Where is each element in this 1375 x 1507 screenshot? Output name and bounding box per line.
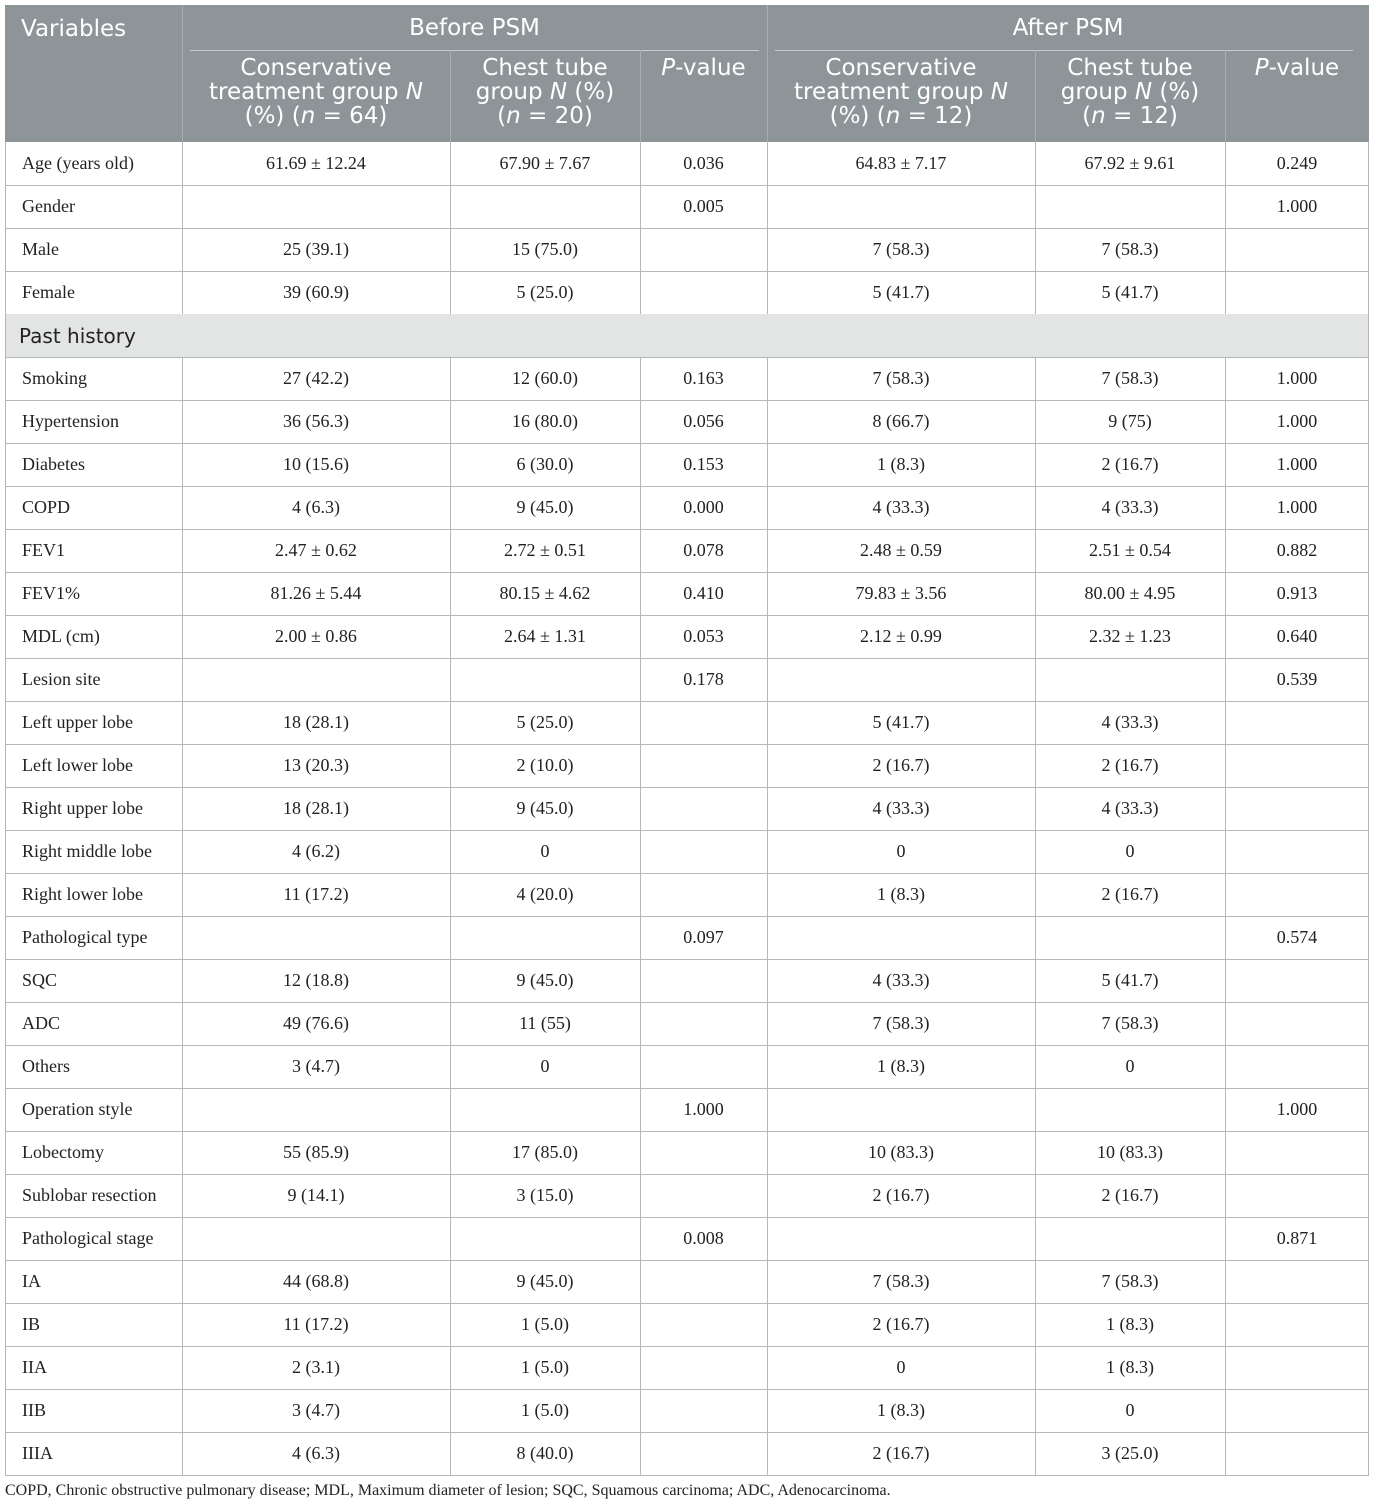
table-cell — [640, 701, 767, 744]
table-cell: 9 (45.0) — [516, 798, 574, 818]
table-cell — [450, 185, 640, 228]
table-cell: 9 (45.0) — [516, 497, 574, 517]
table-cell — [182, 916, 450, 959]
table-cell — [640, 1432, 767, 1475]
table-cell: 0 — [540, 841, 550, 861]
table-cell — [1225, 1389, 1369, 1432]
header-after-psm: After PSM — [767, 5, 1369, 50]
table-cell: 5 (41.7) — [872, 282, 930, 302]
table-cell: 10 (15.6) — [283, 454, 349, 474]
table-cell: 2 (10.0) — [516, 755, 574, 775]
table-cell: 2.64 ± 1.31 — [504, 626, 586, 646]
header-col-2 — [450, 50, 640, 142]
table-cell: 2.51 ± 0.54 — [1089, 540, 1171, 560]
table-cell: 4 (33.3) — [1101, 712, 1159, 732]
table-cell: 1 (8.3) — [1106, 1314, 1154, 1334]
table-cell — [640, 744, 767, 787]
table-cell: 7 (58.3) — [1101, 1271, 1159, 1291]
row-label: Male — [22, 239, 59, 259]
table-cell — [640, 787, 767, 830]
table-cell: 2 (16.7) — [872, 1443, 930, 1463]
table-cell: 0.640 — [1276, 626, 1318, 646]
table-cell: 18 (28.1) — [283, 712, 349, 732]
table-cell — [1225, 271, 1369, 314]
table-cell: 0 — [1125, 841, 1135, 861]
table-cell: 10 (83.3) — [1097, 1142, 1163, 1162]
header-col-1-mid: (%) ( — [244, 103, 301, 129]
table-cell: 2.47 ± 0.62 — [275, 540, 357, 560]
table-cell: 0.053 — [683, 626, 724, 646]
table-cell: 2.48 ± 0.59 — [860, 540, 942, 560]
table-cell: 1.000 — [1276, 454, 1318, 474]
table-cell: 0 — [1125, 1056, 1135, 1076]
header-col-1-n-var: N — [405, 79, 424, 105]
header-col-2-n-small: n — [506, 103, 521, 129]
table-cell: 0.539 — [1276, 669, 1318, 689]
table-cell — [640, 1303, 767, 1346]
table-cell — [1225, 1002, 1369, 1045]
table-cell: 2.72 ± 0.51 — [504, 540, 586, 560]
row-label: IIIA — [22, 1443, 53, 1463]
table-cell: 0.913 — [1276, 583, 1318, 603]
table-cell: 7 (58.3) — [872, 239, 930, 259]
header-col-1-pre: Conservative treatment group — [208, 55, 406, 105]
row-label: Sublobar resection — [22, 1185, 157, 1205]
table-cell: 4 (33.3) — [1101, 798, 1159, 818]
table-cell: 2 (16.7) — [1101, 1185, 1159, 1205]
table-cell: 2.12 ± 0.99 — [860, 626, 942, 646]
table-cell: 4 (6.3) — [292, 1443, 340, 1463]
header-col-3-n-var: P — [661, 55, 676, 81]
header-col-5-pre: Chest tube group — [1060, 55, 1193, 105]
table-cell: 11 (17.2) — [283, 884, 349, 904]
table-cell: 0.249 — [1276, 153, 1318, 173]
header-col-6-mid: -value — [1268, 55, 1340, 81]
header-col-5-post: = 12) — [1105, 103, 1178, 129]
table-cell: 1.000 — [1276, 1099, 1318, 1119]
table-cell: 7 (58.3) — [872, 368, 930, 388]
header-col-6 — [1225, 50, 1369, 142]
table-cell: 0.005 — [683, 196, 724, 216]
table-cell — [1225, 744, 1369, 787]
table-cell — [182, 1217, 450, 1260]
table-cell — [1225, 1131, 1369, 1174]
table-cell — [640, 830, 767, 873]
table-cell: 3 (4.7) — [292, 1400, 340, 1420]
table-cell — [450, 1088, 640, 1131]
table-cell — [1225, 959, 1369, 1002]
table-cell: 79.83 ± 3.56 — [855, 583, 947, 603]
table-cell: 7 (58.3) — [1101, 239, 1159, 259]
row-label: FEV1 — [22, 540, 66, 560]
header-col-4-pre: Conservative treatment group — [793, 55, 991, 105]
table-cell — [640, 1389, 767, 1432]
row-label: MDL (cm) — [22, 626, 100, 646]
table-cell: 80.00 ± 4.95 — [1084, 583, 1176, 603]
table-cell: 1.000 — [1276, 368, 1318, 388]
table-cell: 11 (55) — [519, 1013, 571, 1033]
table-cell: 2 (16.7) — [1101, 884, 1159, 904]
table-cell: 0 — [896, 1357, 906, 1377]
table-cell: 7 (58.3) — [872, 1013, 930, 1033]
table-cell: 1.000 — [1276, 497, 1318, 517]
table-cell: 3 (25.0) — [1101, 1443, 1159, 1463]
table-cell: 3 (4.7) — [292, 1056, 340, 1076]
row-label: SQC — [22, 970, 58, 990]
table-cell: 67.92 ± 9.61 — [1084, 153, 1176, 173]
table-cell — [640, 1346, 767, 1389]
table-cell — [1225, 873, 1369, 916]
table-cell: 2.00 ± 0.86 — [275, 626, 357, 646]
table-cell: 13 (20.3) — [283, 755, 349, 775]
table-cell — [1225, 1432, 1369, 1475]
row-label: Pathological type — [22, 927, 148, 947]
header-col-4-post: = 12) — [900, 103, 973, 129]
table-cell: 0.882 — [1276, 540, 1318, 560]
row-label: IIA — [22, 1357, 47, 1377]
table-cell: 0.097 — [683, 927, 724, 947]
table-cell: 81.26 ± 5.44 — [270, 583, 362, 603]
header-before-psm: Before PSM — [182, 5, 767, 50]
table-cell: 44 (68.8) — [283, 1271, 349, 1291]
table-cell: 2 (16.7) — [872, 1314, 930, 1334]
table-cell: 5 (25.0) — [516, 712, 574, 732]
row-label: IA — [22, 1271, 41, 1291]
row-label: IIB — [22, 1400, 46, 1420]
row-label: Age (years old) — [22, 153, 134, 173]
table-cell — [1035, 916, 1225, 959]
header-col-4 — [767, 50, 1035, 142]
table-cell — [1225, 228, 1369, 271]
table-cell: 17 (85.0) — [512, 1142, 578, 1162]
row-label: Gender — [22, 196, 75, 216]
table-cell — [1225, 787, 1369, 830]
row-label: FEV1% — [22, 583, 80, 603]
table-cell — [182, 658, 450, 701]
header-variables: Variables — [5, 5, 182, 142]
table-cell: 2 (16.7) — [872, 755, 930, 775]
header-col-1-n-small: n — [300, 103, 316, 129]
table-cell: 11 (17.2) — [283, 1314, 349, 1334]
table-cell: 4 (6.3) — [292, 497, 340, 517]
table-cell: 4 (20.0) — [516, 884, 574, 904]
table-cell — [767, 185, 1035, 228]
table-cell: 64.83 ± 7.17 — [855, 153, 947, 173]
table-cell: 2.32 ± 1.23 — [1089, 626, 1171, 646]
table-cell — [640, 1045, 767, 1088]
table-cell: 1 (5.0) — [521, 1357, 569, 1377]
table-cell: 0.056 — [683, 411, 724, 431]
row-label: Hypertension — [22, 411, 119, 431]
row-label: Lobectomy — [22, 1142, 104, 1162]
table-cell: 2 (3.1) — [292, 1357, 340, 1377]
table-cell: 8 (66.7) — [872, 411, 930, 431]
table-cell: 0.410 — [683, 583, 724, 603]
table-cell: 4 (33.3) — [1101, 497, 1159, 517]
table-cell — [450, 916, 640, 959]
header-col-5-n-small: n — [1091, 103, 1106, 129]
table-cell — [1225, 1346, 1369, 1389]
table-cell: 1 (8.3) — [877, 884, 925, 904]
table-cell — [1225, 701, 1369, 744]
table-cell: 5 (41.7) — [1101, 282, 1159, 302]
table-cell: 49 (76.6) — [283, 1013, 349, 1033]
row-label: Left upper lobe — [22, 712, 133, 732]
table-cell: 0.036 — [683, 153, 724, 173]
table-cell: 7 (58.3) — [872, 1271, 930, 1291]
table-cell: 6 (30.0) — [516, 454, 574, 474]
table-cell — [767, 1088, 1035, 1131]
row-label: ADC — [22, 1013, 61, 1033]
header-col-4-n-var: N — [990, 79, 1009, 105]
table-cell: 5 (25.0) — [516, 282, 574, 302]
table-cell: 1 (8.3) — [877, 1400, 925, 1420]
table-cell — [182, 185, 450, 228]
row-label: Right lower lobe — [22, 884, 143, 904]
row-label: Left lower lobe — [22, 755, 133, 775]
table-cell: 1.000 — [683, 1099, 724, 1119]
table-cell — [182, 1088, 450, 1131]
table-cell — [1035, 658, 1225, 701]
table-cell: 5 (41.7) — [1101, 970, 1159, 990]
table-cell: 0.163 — [683, 368, 724, 388]
table-cell: 0.000 — [683, 497, 724, 517]
header-col-1 — [182, 50, 450, 142]
table-cell: 16 (80.0) — [512, 411, 578, 431]
table-cell: 9 (45.0) — [516, 1271, 574, 1291]
table-cell: 0.078 — [683, 540, 724, 560]
table-cell: 1 (5.0) — [521, 1400, 569, 1420]
table-cell: 3 (15.0) — [516, 1185, 574, 1205]
header-col-2-pre: Chest tube group — [475, 55, 608, 105]
table-cell — [640, 1002, 767, 1045]
table-cell: 0.178 — [683, 669, 724, 689]
table-cell: 8 (40.0) — [516, 1443, 574, 1463]
table-cell: 1.000 — [1276, 196, 1318, 216]
table-cell: 4 (33.3) — [872, 497, 930, 517]
row-label: Right upper lobe — [22, 798, 143, 818]
table-cell: 9 (45.0) — [516, 970, 574, 990]
table-cell: 2 (16.7) — [872, 1185, 930, 1205]
table-cell — [1225, 830, 1369, 873]
row-label: Others — [22, 1056, 70, 1076]
header-col-3-mid: -value — [675, 55, 746, 81]
table-cell: 39 (60.9) — [283, 282, 349, 302]
table-cell: 0 — [896, 841, 906, 861]
table-cell: 18 (28.1) — [283, 798, 349, 818]
table-cell: 9 (75) — [1108, 411, 1152, 431]
table-cell: 1 (8.3) — [877, 454, 925, 474]
table-cell — [1225, 1303, 1369, 1346]
table-cell: 2 (16.7) — [1101, 755, 1159, 775]
table-cell: 0.871 — [1276, 1228, 1318, 1248]
table-cell: 55 (85.9) — [283, 1142, 349, 1162]
row-label: COPD — [22, 497, 71, 517]
table-cell: 12 (18.8) — [283, 970, 349, 990]
table-cell: 15 (75.0) — [512, 239, 578, 259]
table-cell: 80.15 ± 4.62 — [499, 583, 591, 603]
section-row-past-history: Past history — [5, 314, 1369, 357]
row-label: Lesion site — [22, 669, 101, 689]
row-label: Smoking — [22, 368, 88, 388]
table-cell: 4 (6.2) — [292, 841, 340, 861]
table-cell: 0.153 — [683, 454, 724, 474]
header-col-1-post: = 64) — [315, 103, 388, 129]
row-label: Female — [22, 282, 75, 302]
table-cell: 27 (42.2) — [283, 368, 349, 388]
table-cell: 7 (58.3) — [1101, 368, 1159, 388]
table-cell: 0 — [1125, 1400, 1135, 1420]
table-cell: 1 (5.0) — [521, 1314, 569, 1334]
header-col-4-n-small: n — [885, 103, 901, 129]
table-cell — [640, 1260, 767, 1303]
row-label: Operation style — [22, 1099, 133, 1119]
table-cell — [1035, 1217, 1225, 1260]
table-cell — [640, 271, 767, 314]
table-cell — [450, 658, 640, 701]
table-cell: 0.008 — [683, 1228, 724, 1248]
header-col-2-mid: (%) ( — [497, 79, 615, 129]
table-cell — [1225, 1260, 1369, 1303]
table-cell — [767, 916, 1035, 959]
table-cell — [1225, 1174, 1369, 1217]
row-label: Diabetes — [22, 454, 85, 474]
header-col-2-post: = 20) — [520, 103, 593, 129]
header-col-5-mid: (%) ( — [1082, 79, 1200, 129]
table-cell — [640, 228, 767, 271]
table-cell: 7 (58.3) — [1101, 1013, 1159, 1033]
table-cell — [1035, 185, 1225, 228]
row-label: Pathological stage — [22, 1228, 154, 1248]
header-col-3 — [640, 50, 767, 142]
table-footnote: COPD, Chronic obstructive pulmonary disease; MDL, Maximum diameter of lesion; SQC, Squamous carcinoma; ADC, Adenocarcinoma. — [5, 1482, 891, 1499]
header-col-4-mid: (%) ( — [829, 103, 886, 129]
table-cell: 1 (8.3) — [1106, 1357, 1154, 1377]
table-cell — [640, 873, 767, 916]
table-cell — [450, 1217, 640, 1260]
baseline-characteristics-table — [5, 5, 1369, 1473]
table-cell: 25 (39.1) — [283, 239, 349, 259]
row-label: Right middle lobe — [22, 841, 152, 861]
header-col-5 — [1035, 50, 1225, 142]
table-cell: 9 (14.1) — [287, 1185, 345, 1205]
row-label: IB — [22, 1314, 40, 1334]
table-cell — [1035, 1088, 1225, 1131]
table-cell — [640, 959, 767, 1002]
table-cell: 1.000 — [1276, 411, 1318, 431]
table-cell — [640, 1131, 767, 1174]
table-cell: 0.574 — [1276, 927, 1318, 947]
table-cell: 2 (16.7) — [1101, 454, 1159, 474]
header-col-5-n-var: N — [1134, 79, 1153, 105]
table-cell: 5 (41.7) — [872, 712, 930, 732]
table-cell: 4 (33.3) — [872, 970, 930, 990]
table-cell: 12 (60.0) — [512, 368, 578, 388]
table-cell: 36 (56.3) — [283, 411, 349, 431]
table-cell — [640, 1174, 767, 1217]
table-cell — [767, 658, 1035, 701]
table-cell: 61.69 ± 12.24 — [266, 153, 366, 173]
table-cell: 67.90 ± 7.67 — [499, 153, 591, 173]
table-cell — [767, 1217, 1035, 1260]
table-cell: 10 (83.3) — [868, 1142, 934, 1162]
table-cell: 1 (8.3) — [877, 1056, 925, 1076]
table-cell — [1225, 1045, 1369, 1088]
header-col-2-n-var: N — [549, 79, 568, 105]
table-cell: 0 — [540, 1056, 550, 1076]
table-cell: 4 (33.3) — [872, 798, 930, 818]
header-col-6-n-var: P — [1254, 55, 1269, 81]
